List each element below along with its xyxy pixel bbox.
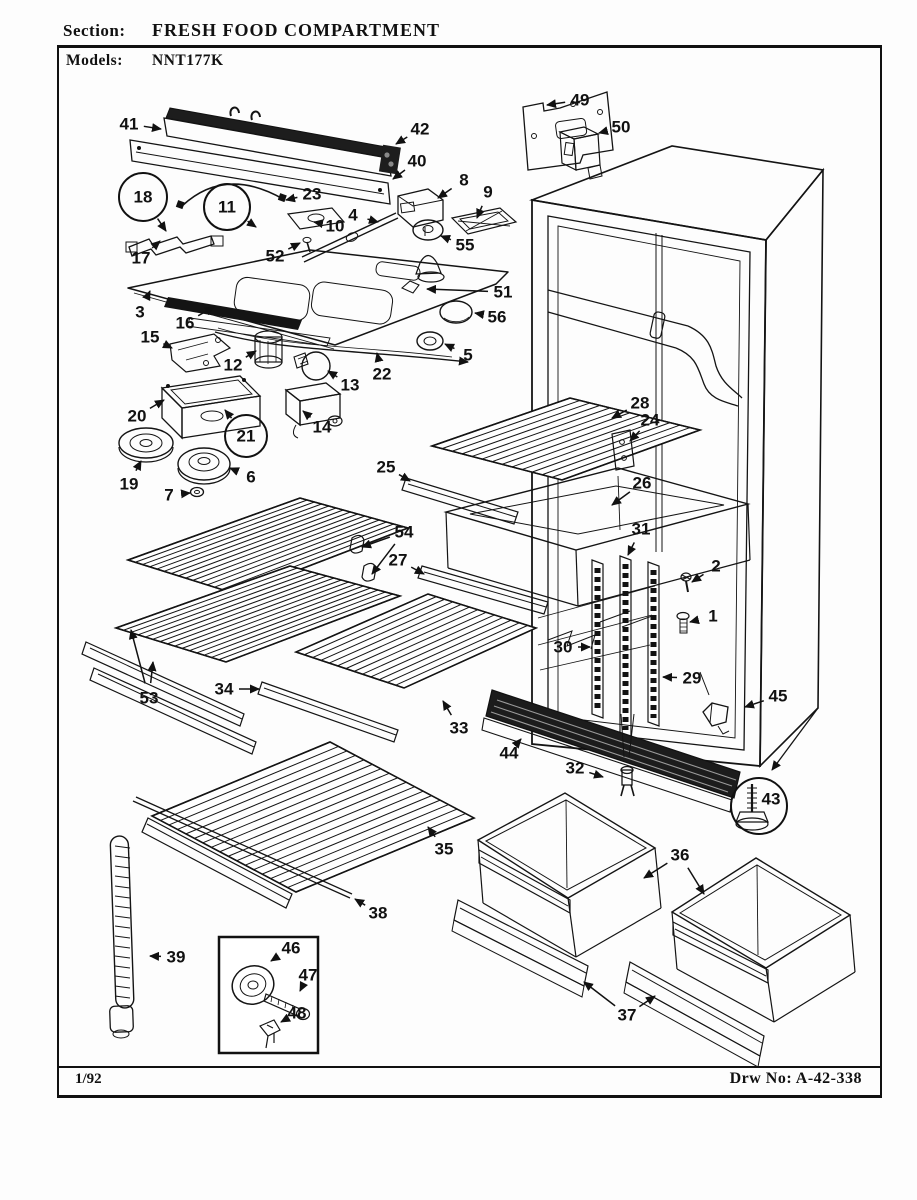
callout-50 xyxy=(599,118,630,137)
part-34-trim-bar xyxy=(258,682,398,742)
callout-number-34: 34 xyxy=(214,679,234,699)
part-2-screw xyxy=(681,573,691,592)
callout-4 xyxy=(348,206,378,225)
callout-52 xyxy=(266,243,300,266)
callout-number-6: 6 xyxy=(246,467,256,487)
part-9-bracket xyxy=(452,208,516,234)
callout-29 xyxy=(663,669,701,688)
callout-42 xyxy=(396,120,429,145)
callout-number-21: 21 xyxy=(236,426,256,446)
part-6-disc xyxy=(178,448,230,484)
callout-6 xyxy=(230,468,256,487)
callout-number-16: 16 xyxy=(175,313,195,333)
callout-number-8: 8 xyxy=(459,170,469,190)
callout-number-1: 1 xyxy=(708,606,718,626)
wire-shelves xyxy=(116,398,700,892)
part-12-motor xyxy=(255,331,282,368)
part-36-drawer-right xyxy=(672,858,855,1022)
callout-number-29: 29 xyxy=(682,668,702,688)
callout-number-24: 24 xyxy=(640,410,660,430)
callout-number-28: 28 xyxy=(630,393,650,413)
callout-37 xyxy=(584,982,655,1025)
callout-number-45: 45 xyxy=(768,686,788,706)
part-13-light-bulb xyxy=(294,352,330,380)
wire-shelf xyxy=(152,742,474,892)
callout-number-37: 37 xyxy=(617,1005,637,1025)
part-25-trim-bar xyxy=(402,478,518,524)
callout-number-12: 12 xyxy=(223,355,243,375)
callout-number-13: 13 xyxy=(340,375,360,395)
callout-number-39: 39 xyxy=(166,947,186,967)
callout-38 xyxy=(355,899,387,923)
callout-number-9: 9 xyxy=(483,182,493,202)
callout-number-30: 30 xyxy=(553,637,573,657)
section-label: Section: xyxy=(63,21,126,40)
part-7-grommet xyxy=(191,488,204,497)
callout-number-53: 53 xyxy=(139,688,159,708)
callout-number-38: 38 xyxy=(368,903,388,923)
callout-number-3: 3 xyxy=(135,302,145,322)
callout-34 xyxy=(215,680,259,699)
callout-number-11: 11 xyxy=(218,197,236,217)
callout-number-33: 33 xyxy=(449,718,469,738)
part-15-control-bracket xyxy=(170,334,230,372)
detail-circle-45-clip xyxy=(700,672,729,734)
callout-number-49: 49 xyxy=(570,90,590,110)
part-3-16-cover-panel xyxy=(128,250,508,349)
callout-number-51: 51 xyxy=(493,282,513,302)
part-5-washer xyxy=(417,332,443,350)
callout-56 xyxy=(475,308,506,327)
callout-number-35: 35 xyxy=(434,839,454,859)
callout-43 xyxy=(731,778,787,834)
part-56-cap xyxy=(440,301,472,323)
callout-51 xyxy=(427,283,512,302)
callout-number-20: 20 xyxy=(127,406,147,426)
part-36-drawer-left xyxy=(478,793,661,957)
callout-number-41: 41 xyxy=(119,114,139,134)
part-8-thermostat xyxy=(398,189,443,236)
callout-number-54: 54 xyxy=(394,522,414,542)
callout-number-32: 32 xyxy=(565,758,585,778)
part-44-toe-grille xyxy=(482,690,740,812)
callout-25 xyxy=(377,458,410,482)
callout-49 xyxy=(547,91,589,110)
callout-27 xyxy=(389,551,424,575)
callout-number-5: 5 xyxy=(463,345,473,365)
section-title: FRESH FOOD COMPARTMENT xyxy=(152,20,441,40)
callout-number-4: 4 xyxy=(348,205,358,225)
callout-44 xyxy=(500,739,521,763)
footer-page-date: 1/92 xyxy=(75,1071,102,1087)
callout-number-50: 50 xyxy=(611,117,631,137)
callout-number-19: 19 xyxy=(119,474,139,494)
callout-number-14: 14 xyxy=(312,417,332,437)
callout-13 xyxy=(328,371,359,395)
callout-number-47: 47 xyxy=(298,965,318,985)
callout-number-56: 56 xyxy=(487,307,507,327)
callout-number-26: 26 xyxy=(632,473,652,493)
footer-drawing-number: Drw No: A-42-338 xyxy=(729,1070,862,1087)
callout-12 xyxy=(224,351,256,375)
callout-number-23: 23 xyxy=(302,184,322,204)
callout-number-2: 2 xyxy=(711,556,721,576)
callout-number-42: 42 xyxy=(410,119,430,139)
models-label: Models: xyxy=(66,52,123,69)
part-30-31-29-shelf-tracks xyxy=(592,556,659,738)
callout-number-15: 15 xyxy=(140,327,160,347)
callout-31 xyxy=(628,520,650,556)
wire-shelf xyxy=(432,398,700,480)
callout-1 xyxy=(690,607,718,626)
callout-41 xyxy=(120,115,161,134)
callout-number-22: 22 xyxy=(372,364,392,384)
part-37-rail-left xyxy=(452,900,588,997)
callout-number-40: 40 xyxy=(407,151,427,171)
part-19-fan-disc xyxy=(119,428,173,462)
callout-number-17: 17 xyxy=(131,248,151,268)
callout-number-7: 7 xyxy=(164,485,174,505)
detail-inset-box xyxy=(219,937,318,1053)
callout-36 xyxy=(644,846,704,895)
part-55-grommet xyxy=(413,220,444,282)
callout-number-48: 48 xyxy=(287,1003,307,1023)
callout-number-27: 27 xyxy=(388,550,408,570)
callout-9 xyxy=(477,183,493,219)
callout-45 xyxy=(745,687,787,708)
callout-number-18: 18 xyxy=(133,187,153,207)
callout-number-43: 43 xyxy=(761,789,781,809)
callout-number-25: 25 xyxy=(376,457,396,477)
callout-number-55: 55 xyxy=(455,235,475,255)
callout-number-31: 31 xyxy=(631,519,651,539)
callout-39 xyxy=(150,948,185,967)
callout-number-10: 10 xyxy=(325,216,345,236)
callout-33 xyxy=(443,701,468,738)
callout-number-52: 52 xyxy=(265,246,285,266)
callout-55 xyxy=(441,236,474,255)
callout-8 xyxy=(438,171,469,199)
callout-number-36: 36 xyxy=(670,845,690,865)
callout-2 xyxy=(692,557,721,583)
callout-7 xyxy=(164,486,190,505)
callout-11 xyxy=(204,184,256,230)
callout-30 xyxy=(554,638,590,657)
callout-number-46: 46 xyxy=(281,938,301,958)
detail-circle-43-leveling-leg xyxy=(736,708,818,830)
callout-number-44: 44 xyxy=(499,743,519,763)
part-1-screw xyxy=(677,613,689,634)
callout-20 xyxy=(128,400,164,426)
callout-15 xyxy=(141,328,172,349)
callout-22 xyxy=(373,353,392,384)
callout-19 xyxy=(120,461,141,494)
callout-18 xyxy=(119,173,167,231)
models-value: NNT177K xyxy=(152,52,224,69)
part-39-fill-tube xyxy=(110,836,135,1038)
callout-21 xyxy=(225,410,267,457)
